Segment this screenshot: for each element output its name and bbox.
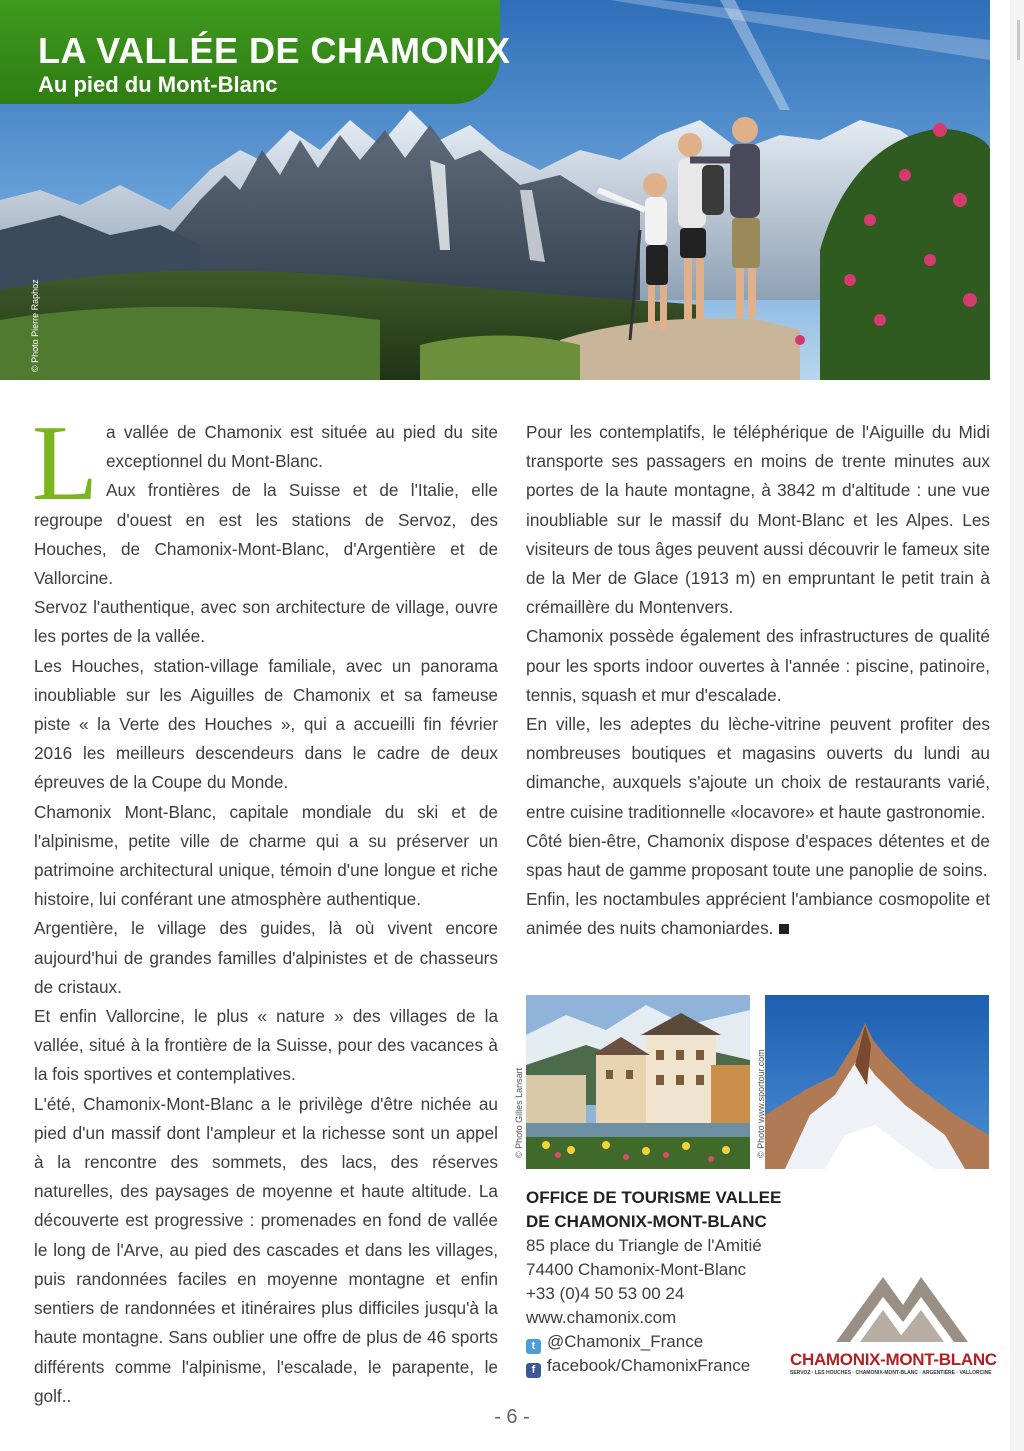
article-paragraph: Aux frontières de la Suisse et de l'Italie, elle regroupe d'ouest en est les stations de Servoz, des Houches, de Chamonix-Mont-Blanc, d'Argentière et de Vallorcine. [34, 480, 498, 589]
twitter-icon: t [526, 1339, 541, 1354]
scrollbar-thumb[interactable] [1017, 20, 1020, 60]
facebook-link[interactable]: f facebook/ChamonixFrance [526, 1354, 762, 1378]
aiguille-du-midi-illustration [765, 995, 989, 1169]
town-photo-credit: © Photo Gilles Lansart [514, 1067, 524, 1158]
article-paragraph: Pour les contemplatifs, le téléphérique de l'Aiguille du Midi transporte ses passagers en moins de trente minutes aux portes de la haute montagne, à 3842 m d'altitude : une vue inoubliable sur le massif du Mont-Blanc et les Alpes. Les visiteurs de tous âges peuvent aussi découvrir le fameux site de la Mer de Glace (1913 m) en empruntant le petit train à crémaillère du Montenvers. [526, 422, 990, 618]
drop-cap: L [32, 404, 98, 523]
article-paragraph: Côté bien-être, Chamonix dispose d'espaces détentes et de spas haut de gamme proposant toute une panoplie de soins. [526, 830, 990, 881]
peak-photo [765, 995, 989, 1169]
article-paragraph: L'été, Chamonix-Mont-Blanc a le privilège d'être nichée au pied d'un massif dont l'ampleur et la richesse sont un appel à la rencontre des sommets, des lacs, des réserves naturelles, des paysages de moyenne et haute altitude. La découverte est progressive : promenades en fond de vallée le long de l'Arve, au pied des cascades et dans les villages, puis randonnées faciles en moyenne montagne et enfin sentiers de randonnées et itinéraires plus difficiles jusqu'à la haute montagne. Sans oublier une offre de plus de 46 sports différents comme l'alpinisme, l'escalade, le parapente, le golf.. [34, 1093, 498, 1406]
article-paragraph: Argentière, le village des guides, là où vivent encore aujourd'hui de grandes familles d'alpinistes et de chasseurs de cristaux. [34, 918, 498, 997]
office-phone[interactable]: +33 (0)4 50 53 00 24 [526, 1284, 685, 1303]
page-title: LA VALLÉE DE CHAMONIX [38, 30, 511, 71]
article-paragraph: Et enfin Vallorcine, le plus « nature » des villages de la vallée, situé à la frontière de la Suisse, pour des vacances à la fois sportives et contemplatives. [34, 1006, 498, 1085]
end-mark-icon [779, 924, 789, 934]
office-title: OFFICE DE TOURISME VALLEE DE CHAMONIX-MONT-BLANC [526, 1188, 782, 1231]
page-number: - 6 - [494, 1406, 530, 1428]
page-subtitle: Au pied du Mont-Blanc [38, 72, 278, 97]
office-website-link[interactable]: www.chamonix.com [526, 1308, 677, 1327]
logo-name: CHAMONIX-MONT-BLANC [790, 1350, 997, 1369]
article-paragraph: Enfin, les noctambules apprécient l'ambiance cosmopolite et animée des nuits chamoniardes. [526, 889, 990, 939]
article-paragraph: Servoz l'authentique, avec son architecture de village, ouvre les portes de la vallée. [34, 597, 498, 647]
hero-photo-credit: © Photo Pierre Raphoz [30, 279, 40, 372]
town-photo [526, 995, 750, 1169]
logo-tagline: SERVOZ · LES HOUCHES · CHAMONIX-MONT-BLANC · ARGENTIÈRE · VALLORCINE [790, 1370, 992, 1376]
article-paragraph: La vallée de Chamonix est située au pied du site exceptionnel du Mont-Blanc. [32, 404, 498, 523]
chamonix-town-illustration [526, 995, 750, 1169]
twitter-link[interactable]: t @Chamonix_France [526, 1330, 762, 1354]
page-edge [1010, 0, 1024, 1451]
article-right-column [526, 418, 990, 944]
hero-photo [0, 0, 990, 380]
office-contact [526, 1234, 762, 1378]
article-paragraph: Les Houches, station-village familiale, avec un panorama inoubliable sur les Aiguilles de Chamonix et sa fameuse piste « la Verte des Houches », qui a accueilli fin février 2016 les meilleurs descendeurs dans le cadre de deux épreuves de la Coupe du Monde. [34, 655, 498, 793]
office-city-line: 74400 Chamonix-Mont-Blanc [526, 1260, 747, 1279]
article-paragraph: En ville, les adeptes du lèche-vitrine peuvent profiter des nombreuses boutiques et magasins ouverts du lundi au dimanche, auxquels s'ajoute un choix de restaurants varié, entre cuisine traditionnelle «locavore» et haute gastronomie. [526, 714, 990, 822]
facebook-icon: f [526, 1363, 541, 1378]
article-left-column [32, 404, 498, 1411]
article-paragraph: Chamonix possède également des infrastructures de qualité pour les sports indoor ouvertes à l'année : piscine, patinoire, tennis, squash et mur d'escalade. [526, 626, 990, 705]
peak-photo-credit: © Photo www.sportour.com [756, 1049, 766, 1158]
article-paragraph: Chamonix Mont-Blanc, capitale mondiale du ski et de l'alpinisme, petite ville de charme qui a su préserver un patrimoine architectural unique, témoin d'une longue et riche histoire, lui conférant une atmosphère authentique. [34, 801, 498, 910]
office-address-line: 85 place du Triangle de l'Amitié [526, 1236, 762, 1255]
